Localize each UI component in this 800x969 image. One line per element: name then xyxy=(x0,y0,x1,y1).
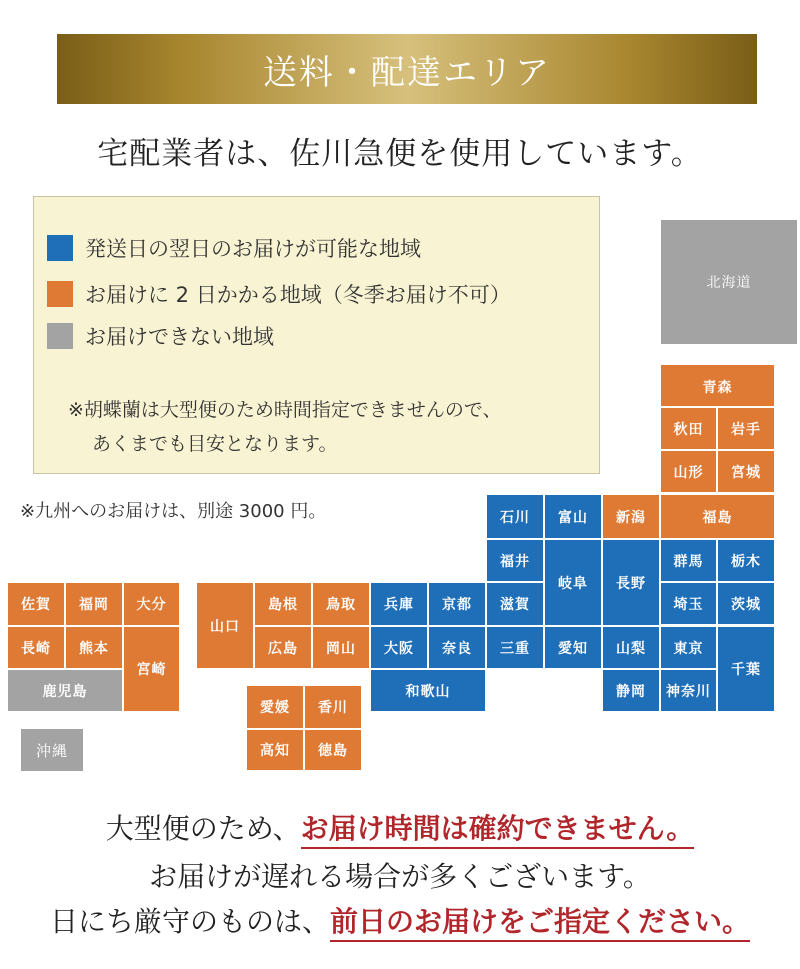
bottom-line-3-prefix: 日にち厳守のものは、 xyxy=(49,905,330,938)
legend-swatch-gray xyxy=(47,323,73,349)
legend-label: お届けできない地域 xyxy=(85,325,274,349)
legend-label: お届けに 2 日かかる地域（冬季お届け不可） xyxy=(85,283,511,307)
banner-title: 送料・配達エリア xyxy=(263,52,551,93)
legend-item-next-day xyxy=(47,233,421,263)
pref-kagoshima: 鹿児島 xyxy=(6,668,124,713)
pref-okayama: 岡山 xyxy=(311,625,371,670)
kyushu-note: ※九州へのお届けは、別途 3000 円。 xyxy=(20,501,327,522)
pref-fukui: 福井 xyxy=(485,538,545,583)
pref-ehime: 愛媛 xyxy=(245,684,305,730)
legend-swatch-blue xyxy=(47,235,73,261)
pref-ishikawa: 石川 xyxy=(485,493,545,541)
pref-shimane: 島根 xyxy=(253,581,313,627)
pref-tottori: 鳥取 xyxy=(311,581,371,627)
legend-box xyxy=(33,196,600,474)
pref-oita: 大分 xyxy=(122,581,181,627)
pref-mie: 三重 xyxy=(485,625,545,670)
legend-item-no-delivery xyxy=(47,321,274,351)
legend-note-line1: ※胡蝶蘭は大型便のため時間指定できませんので、 xyxy=(68,399,502,421)
pref-kanagawa: 神奈川 xyxy=(659,668,718,713)
bottom-line-2: お届けが遅れる場合が多くございます。 xyxy=(149,860,651,893)
pref-aichi: 愛知 xyxy=(543,625,603,670)
carrier-subtitle: 宅配業者は、佐川急便を使用しています。 xyxy=(97,136,703,172)
pref-hokkaido: 北海道 xyxy=(659,218,799,346)
bottom-line-3 xyxy=(0,900,800,940)
pref-ibaraki: 茨城 xyxy=(716,581,776,626)
legend-item-two-day xyxy=(47,279,511,309)
bottom-line-3-emphasis: 前日のお届けをご指定ください。 xyxy=(330,905,750,942)
bottom-line-1 xyxy=(0,807,800,847)
pref-saitama: 埼玉 xyxy=(659,581,718,626)
pref-gifu: 岐阜 xyxy=(543,538,603,627)
pref-miyagi: 宮城 xyxy=(716,449,776,494)
pref-nagano: 長野 xyxy=(601,538,661,627)
pref-wakayama: 和歌山 xyxy=(369,668,487,713)
pref-aomori: 青森 xyxy=(659,363,776,410)
pref-saga: 佐賀 xyxy=(6,581,66,627)
pref-kochi: 高知 xyxy=(245,728,305,772)
bottom-line-1-emphasis: お届け時間は確約できません。 xyxy=(301,812,695,849)
pref-fukushima: 福島 xyxy=(659,493,776,541)
legend-swatch-orange xyxy=(47,281,73,307)
pref-tochigi: 栃木 xyxy=(716,538,776,583)
pref-toyama: 富山 xyxy=(543,493,603,541)
pref-yamanashi: 山梨 xyxy=(601,625,661,670)
pref-kagawa: 香川 xyxy=(303,684,363,730)
pref-fukuoka: 福岡 xyxy=(64,581,124,627)
legend-note-line2: あくまでも目安となります。 xyxy=(92,433,338,455)
pref-shizuoka: 静岡 xyxy=(601,668,661,713)
pref-yamagata: 山形 xyxy=(659,449,718,494)
pref-tokyo: 東京 xyxy=(659,625,718,670)
pref-hyogo: 兵庫 xyxy=(369,581,429,627)
section-banner xyxy=(57,34,757,104)
pref-okinawa: 沖縄 xyxy=(19,727,85,773)
pref-chiba: 千葉 xyxy=(716,625,776,713)
pref-osaka: 大阪 xyxy=(369,625,429,670)
pref-nara: 奈良 xyxy=(427,625,487,670)
pref-iwate: 岩手 xyxy=(716,406,776,451)
pref-akita: 秋田 xyxy=(659,406,718,451)
bottom-line-1-prefix: 大型便のため、 xyxy=(105,812,301,845)
pref-niigata: 新潟 xyxy=(601,493,661,541)
pref-nagasaki: 長崎 xyxy=(6,625,66,670)
pref-miyazaki: 宮崎 xyxy=(122,625,181,713)
pref-yamaguchi: 山口 xyxy=(195,581,255,670)
pref-shiga: 滋賀 xyxy=(485,581,545,627)
legend-label: 発送日の翌日のお届けが可能な地域 xyxy=(85,237,421,261)
pref-tokushima: 徳島 xyxy=(303,728,363,772)
pref-kyoto: 京都 xyxy=(427,581,487,627)
pref-gunma: 群馬 xyxy=(659,538,718,583)
pref-hiroshima: 広島 xyxy=(253,625,313,670)
pref-kumamoto: 熊本 xyxy=(64,625,124,670)
